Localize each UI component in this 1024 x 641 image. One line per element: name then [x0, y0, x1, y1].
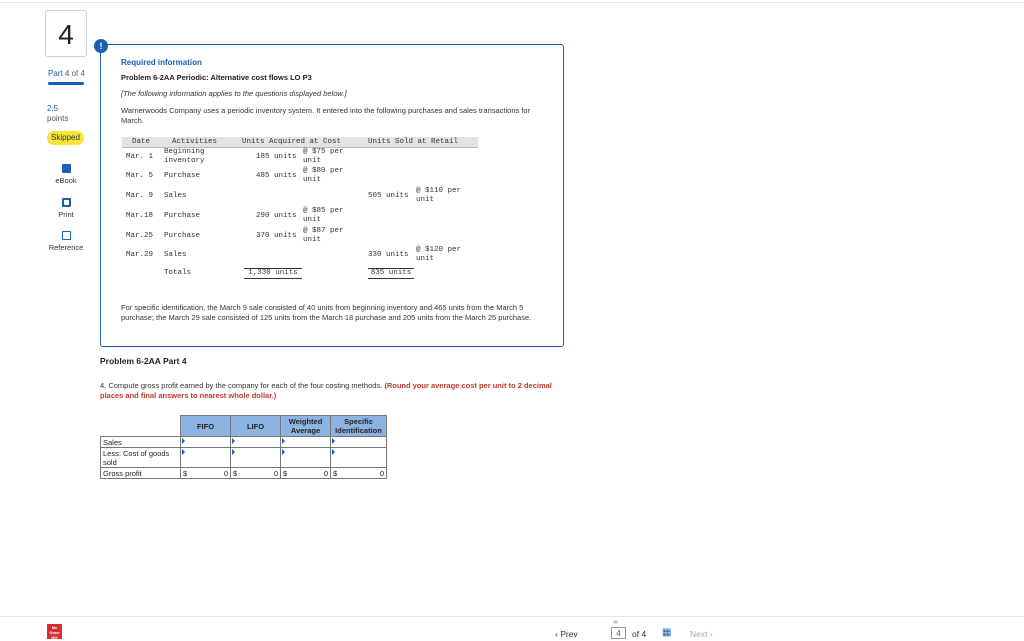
cell-marker [282, 438, 285, 444]
cogs-fifo-input[interactable] [181, 448, 231, 468]
cogs-weighted-input[interactable] [281, 448, 331, 468]
instruction-text: 4. Compute gross profit earned by the company for each of the four costing methods. [100, 381, 383, 390]
header-specific-identification: Specific Identification [331, 416, 387, 437]
cell-marker [232, 438, 235, 444]
col-acquired: Units Acquired at Cost [242, 138, 342, 146]
cell-marker [232, 449, 235, 455]
row-date: Mar. 9 [126, 192, 154, 200]
print-button[interactable] [46, 198, 86, 219]
points-label: points [47, 114, 69, 123]
rounding-instruction: (Round your average cost per unit to 2 decimal places and final answers to nearest whole dollar.) [100, 381, 552, 400]
row-acq-cost: @ $75 per unit [303, 148, 344, 165]
part-indicator [48, 69, 85, 78]
part-heading: Problem 6-2AA Part 4 [100, 356, 187, 366]
row-activity: Beginning inventory [164, 148, 205, 165]
row-label-cogs: Less: Cost of goods sold [101, 448, 181, 468]
row-date: Mar. 1 [126, 153, 154, 161]
link-icon: ∞ [613, 619, 618, 626]
status-badge: Skipped [47, 131, 84, 145]
page-of: of 4 [632, 629, 647, 639]
document-icon [62, 231, 71, 240]
row-activity: Sales [164, 251, 187, 259]
currency-sign: $ [283, 468, 288, 478]
ebook-button[interactable] [46, 164, 86, 185]
header-lifo: LIFO [231, 416, 281, 437]
row-acq-cost: @ $87 per unit [303, 227, 344, 244]
row-label-sales: Sales [101, 437, 181, 448]
row-date: Mar. 5 [126, 172, 154, 180]
part-label: Part 4 [48, 69, 70, 78]
row-label-gross-profit: Gross profit [101, 468, 181, 479]
cogs-lifo-input[interactable] [231, 448, 281, 468]
next-button[interactable]: Next › [690, 629, 713, 639]
gross-profit-value: 0 [379, 468, 384, 478]
currency-sign: $ [233, 468, 238, 478]
mcgraw-hill-logo: Mc Graw Hill [47, 624, 62, 639]
cogs-specific-input[interactable] [331, 448, 387, 468]
cell-marker [182, 449, 185, 455]
gross-profit-weighted [281, 468, 331, 479]
points-value: 2.5 [47, 104, 59, 113]
gross-profit-value: 0 [223, 468, 228, 478]
row-activity: Purchase [164, 212, 201, 220]
gross-profit-lifo [231, 468, 281, 479]
row-sold-price: @ $120 per unit [416, 246, 462, 263]
total-acquired: 1,330 units [244, 268, 302, 279]
page-number-box[interactable]: 4 [611, 627, 626, 639]
required-heading: Required information [121, 58, 202, 67]
row-sold-units: 505 units [368, 192, 409, 200]
col-activities: Activities [172, 138, 218, 146]
instructions [100, 381, 560, 401]
cell-marker [332, 438, 335, 444]
footer-divider [0, 616, 1024, 617]
row-acq-cost: @ $80 per unit [303, 167, 344, 184]
row-acq-units: 485 units [256, 172, 297, 180]
prev-button[interactable]: ‹ Prev [555, 629, 578, 639]
gross-profit-value: 0 [273, 468, 278, 478]
total-sold: 835 units [368, 268, 414, 279]
table-row [101, 468, 387, 479]
sales-specific-input[interactable] [331, 437, 387, 448]
ebook-label: eBook [55, 176, 77, 185]
answer-header-row [101, 416, 387, 437]
grid-icon[interactable]: ▦ [662, 627, 672, 638]
reference-button[interactable] [46, 231, 86, 252]
table-row [101, 437, 387, 448]
part-of: of 4 [71, 69, 85, 78]
part-progress-bar [48, 82, 84, 85]
col-date: Date [132, 138, 151, 146]
applies-note: [The following information applies to the questions displayed below.] [121, 89, 347, 98]
cell-marker [282, 449, 285, 455]
gross-profit-fifo [181, 468, 231, 479]
specific-id-note: For specific identification, the March 9 sale consisted of 40 units from beginning inventory and 465 units from the March 5 purchase; the March 29 sale consisted of 125 units from the March 18 purchase and 205 units from the March 25 purchase. [121, 303, 532, 322]
row-date: Mar.18 [126, 212, 154, 220]
alert-icon: ! [94, 39, 108, 53]
currency-sign: $ [333, 468, 338, 478]
row-acq-units: 290 units [256, 212, 297, 220]
cell-marker [332, 449, 335, 455]
row-activity: Sales [164, 192, 187, 200]
problem-title: Problem 6-2AA Periodic: Alternative cost flows LO P3 [121, 73, 312, 82]
col-sold: Units Sold at Retail [368, 138, 459, 146]
answer-table [100, 415, 387, 479]
header-fifo: FIFO [181, 416, 231, 437]
gross-profit-value: 0 [323, 468, 328, 478]
reference-label: Reference [48, 243, 84, 252]
print-label: Print [58, 210, 74, 219]
currency-sign: $ [183, 468, 188, 478]
cell-marker [182, 438, 185, 444]
book-icon [62, 164, 71, 173]
printer-icon [62, 198, 71, 207]
row-date: Mar.29 [126, 251, 154, 259]
row-acq-units: 185 units [256, 153, 297, 161]
sales-weighted-input[interactable] [281, 437, 331, 448]
sales-lifo-input[interactable] [231, 437, 281, 448]
row-sold-units: 330 units [368, 251, 409, 259]
intro-text: Warnerwoods Company uses a periodic inventory system. It entered into the following purchases and sales transactions for March. [121, 106, 531, 125]
question-number: 4 [45, 10, 87, 57]
row-date: Mar.25 [126, 232, 154, 240]
table-row [101, 448, 387, 468]
blank-header [101, 416, 181, 437]
sales-fifo-input[interactable] [181, 437, 231, 448]
row-sold-price: @ $110 per unit [416, 187, 462, 204]
row-acq-cost: @ $85 per unit [303, 207, 344, 224]
top-divider [0, 2, 1024, 3]
gross-profit-specific [331, 468, 387, 479]
row-acq-units: 370 units [256, 232, 297, 240]
row-activity: Purchase [164, 172, 201, 180]
header-weighted-average: Weighted Average [281, 416, 331, 437]
totals-label: Totals [164, 269, 192, 277]
row-activity: Purchase [164, 232, 201, 240]
